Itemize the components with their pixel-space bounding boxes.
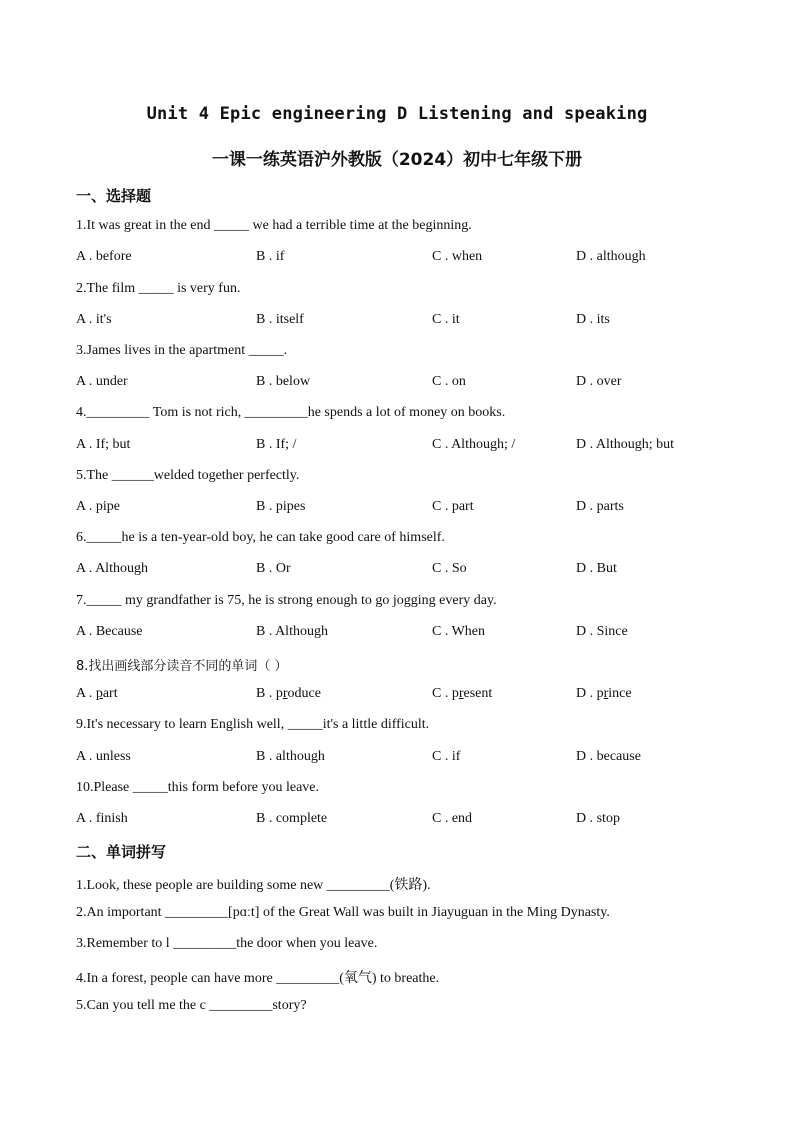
question-9-stem: 9.It's necessary to learn English well, _____it's a little difficult. — [76, 717, 430, 732]
question-10-option-a[interactable]: A . finish — [76, 811, 128, 826]
spelling-item-1[interactable]: 1.Look, these people are building some new _________(铁路). — [76, 878, 431, 893]
question-7-option-d[interactable]: D . Since — [576, 624, 628, 639]
question-4-option-d[interactable]: D . Although; but — [576, 437, 675, 452]
option-rest: ince — [608, 686, 632, 701]
section-heading-choice: 一、选择题 — [76, 187, 152, 205]
page-title: Unit 4 Epic engineering D Listening and speaking — [146, 104, 648, 124]
question-9-option-d[interactable]: D . because — [576, 749, 641, 764]
question-10-stem: 10.Please _____this form before you leave. — [76, 780, 319, 795]
option-lead: p — [275, 686, 283, 701]
option-prefix: B . — [256, 686, 276, 701]
spelling-item-3[interactable]: 3.Remember to l _________the door when you leave. — [76, 936, 378, 951]
question-8-option-b[interactable] — [256, 686, 321, 702]
option-rest: oduce — [287, 686, 321, 701]
underlined-letters: r — [603, 686, 609, 701]
question-1-option-c[interactable]: C . when — [432, 249, 483, 264]
question-7-option-b[interactable]: B . Although — [256, 624, 328, 639]
option-rest: esent — [463, 686, 493, 701]
question-9-option-b[interactable]: B . although — [256, 749, 325, 764]
question-9-option-c[interactable]: C . if — [432, 749, 461, 764]
question-1-option-d[interactable]: D . although — [576, 249, 646, 264]
question-4-option-b[interactable]: B . If; / — [256, 437, 297, 452]
question-2-option-c[interactable]: C . it — [432, 312, 460, 327]
question-5-option-a[interactable]: A . pipe — [76, 499, 120, 514]
question-5-stem: 5.The ______welded together perfectly. — [76, 468, 300, 483]
question-4-option-a[interactable]: A . If; but — [76, 437, 131, 452]
question-1-option-a[interactable]: A . before — [76, 249, 132, 264]
question-4-option-c[interactable]: C . Although; / — [432, 437, 516, 452]
option-prefix: A . — [76, 686, 96, 701]
question-9-option-a[interactable]: A . unless — [76, 749, 131, 764]
question-10-option-b[interactable]: B . complete — [256, 811, 328, 826]
question-7-option-c[interactable]: C . When — [432, 624, 486, 639]
question-3-stem: 3.James lives in the apartment _____. — [76, 343, 288, 358]
question-6-option-a[interactable]: A . Although — [76, 561, 148, 576]
question-2-option-b[interactable]: B . itself — [256, 312, 304, 327]
question-6-option-b[interactable]: B . Or — [256, 561, 291, 576]
question-1-stem: 1.It was great in the end _____ we had a terrible time at the beginning. — [76, 218, 472, 233]
question-8-option-c[interactable] — [432, 686, 492, 702]
question-3-option-c[interactable]: C . on — [432, 374, 466, 389]
question-1-option-b[interactable]: B . if — [256, 249, 285, 264]
option-prefix: C . — [432, 686, 452, 701]
option-lead: p — [451, 686, 459, 701]
question-2-option-a[interactable]: A . it's — [76, 312, 112, 327]
underlined-letters: p — [95, 686, 103, 701]
question-7-stem: 7._____ my grandfather is 75, he is strong enough to go jogging every day. — [76, 593, 497, 608]
question-6-stem: 6._____he is a ten-year-old boy, he can take good care of himself. — [76, 530, 445, 545]
option-lead: p — [596, 686, 604, 701]
question-8-stem: 8.找出画线部分读音不同的单词（ ） — [76, 659, 288, 674]
question-2-option-d[interactable]: D . its — [576, 312, 610, 327]
section-heading-spelling: 二、单词拼写 — [76, 843, 167, 861]
question-3-option-b[interactable]: B . below — [256, 374, 311, 389]
question-3-option-d[interactable]: D . over — [576, 374, 622, 389]
question-6-option-c[interactable]: C . So — [432, 561, 467, 576]
question-8-option-d[interactable] — [576, 686, 632, 702]
underlined-letters: r — [282, 686, 288, 701]
question-10-option-c[interactable]: C . end — [432, 811, 473, 826]
spelling-item-2[interactable]: 2.An important _________[pɑːt] of the Great Wall was built in Jiayuguan in the Ming Dynasty. — [76, 905, 610, 920]
underlined-letters: r — [458, 686, 464, 701]
question-3-option-a[interactable]: A . under — [76, 374, 128, 389]
question-5-option-b[interactable]: B . pipes — [256, 499, 306, 514]
option-rest: art — [102, 686, 118, 701]
spelling-item-4[interactable]: 4.In a forest, people can have more _________(氧气) to breathe. — [76, 971, 440, 986]
question-5-option-c[interactable]: C . part — [432, 499, 474, 514]
question-7-option-a[interactable]: A . Because — [76, 624, 143, 639]
question-2-stem: 2.The film _____ is very fun. — [76, 281, 241, 296]
question-8-option-a[interactable] — [76, 686, 118, 702]
page-subtitle: 一课一练英语沪外教版（2024）初中七年级下册 — [211, 150, 583, 170]
question-4-stem: 4._________ Tom is not rich, _________he spends a lot of money on books. — [76, 405, 506, 420]
question-5-option-d[interactable]: D . parts — [576, 499, 624, 514]
spelling-item-5[interactable]: 5.Can you tell me the c _________story? — [76, 998, 307, 1013]
question-10-option-d[interactable]: D . stop — [576, 811, 620, 826]
question-6-option-d[interactable]: D . But — [576, 561, 617, 576]
option-prefix: D . — [576, 686, 597, 701]
